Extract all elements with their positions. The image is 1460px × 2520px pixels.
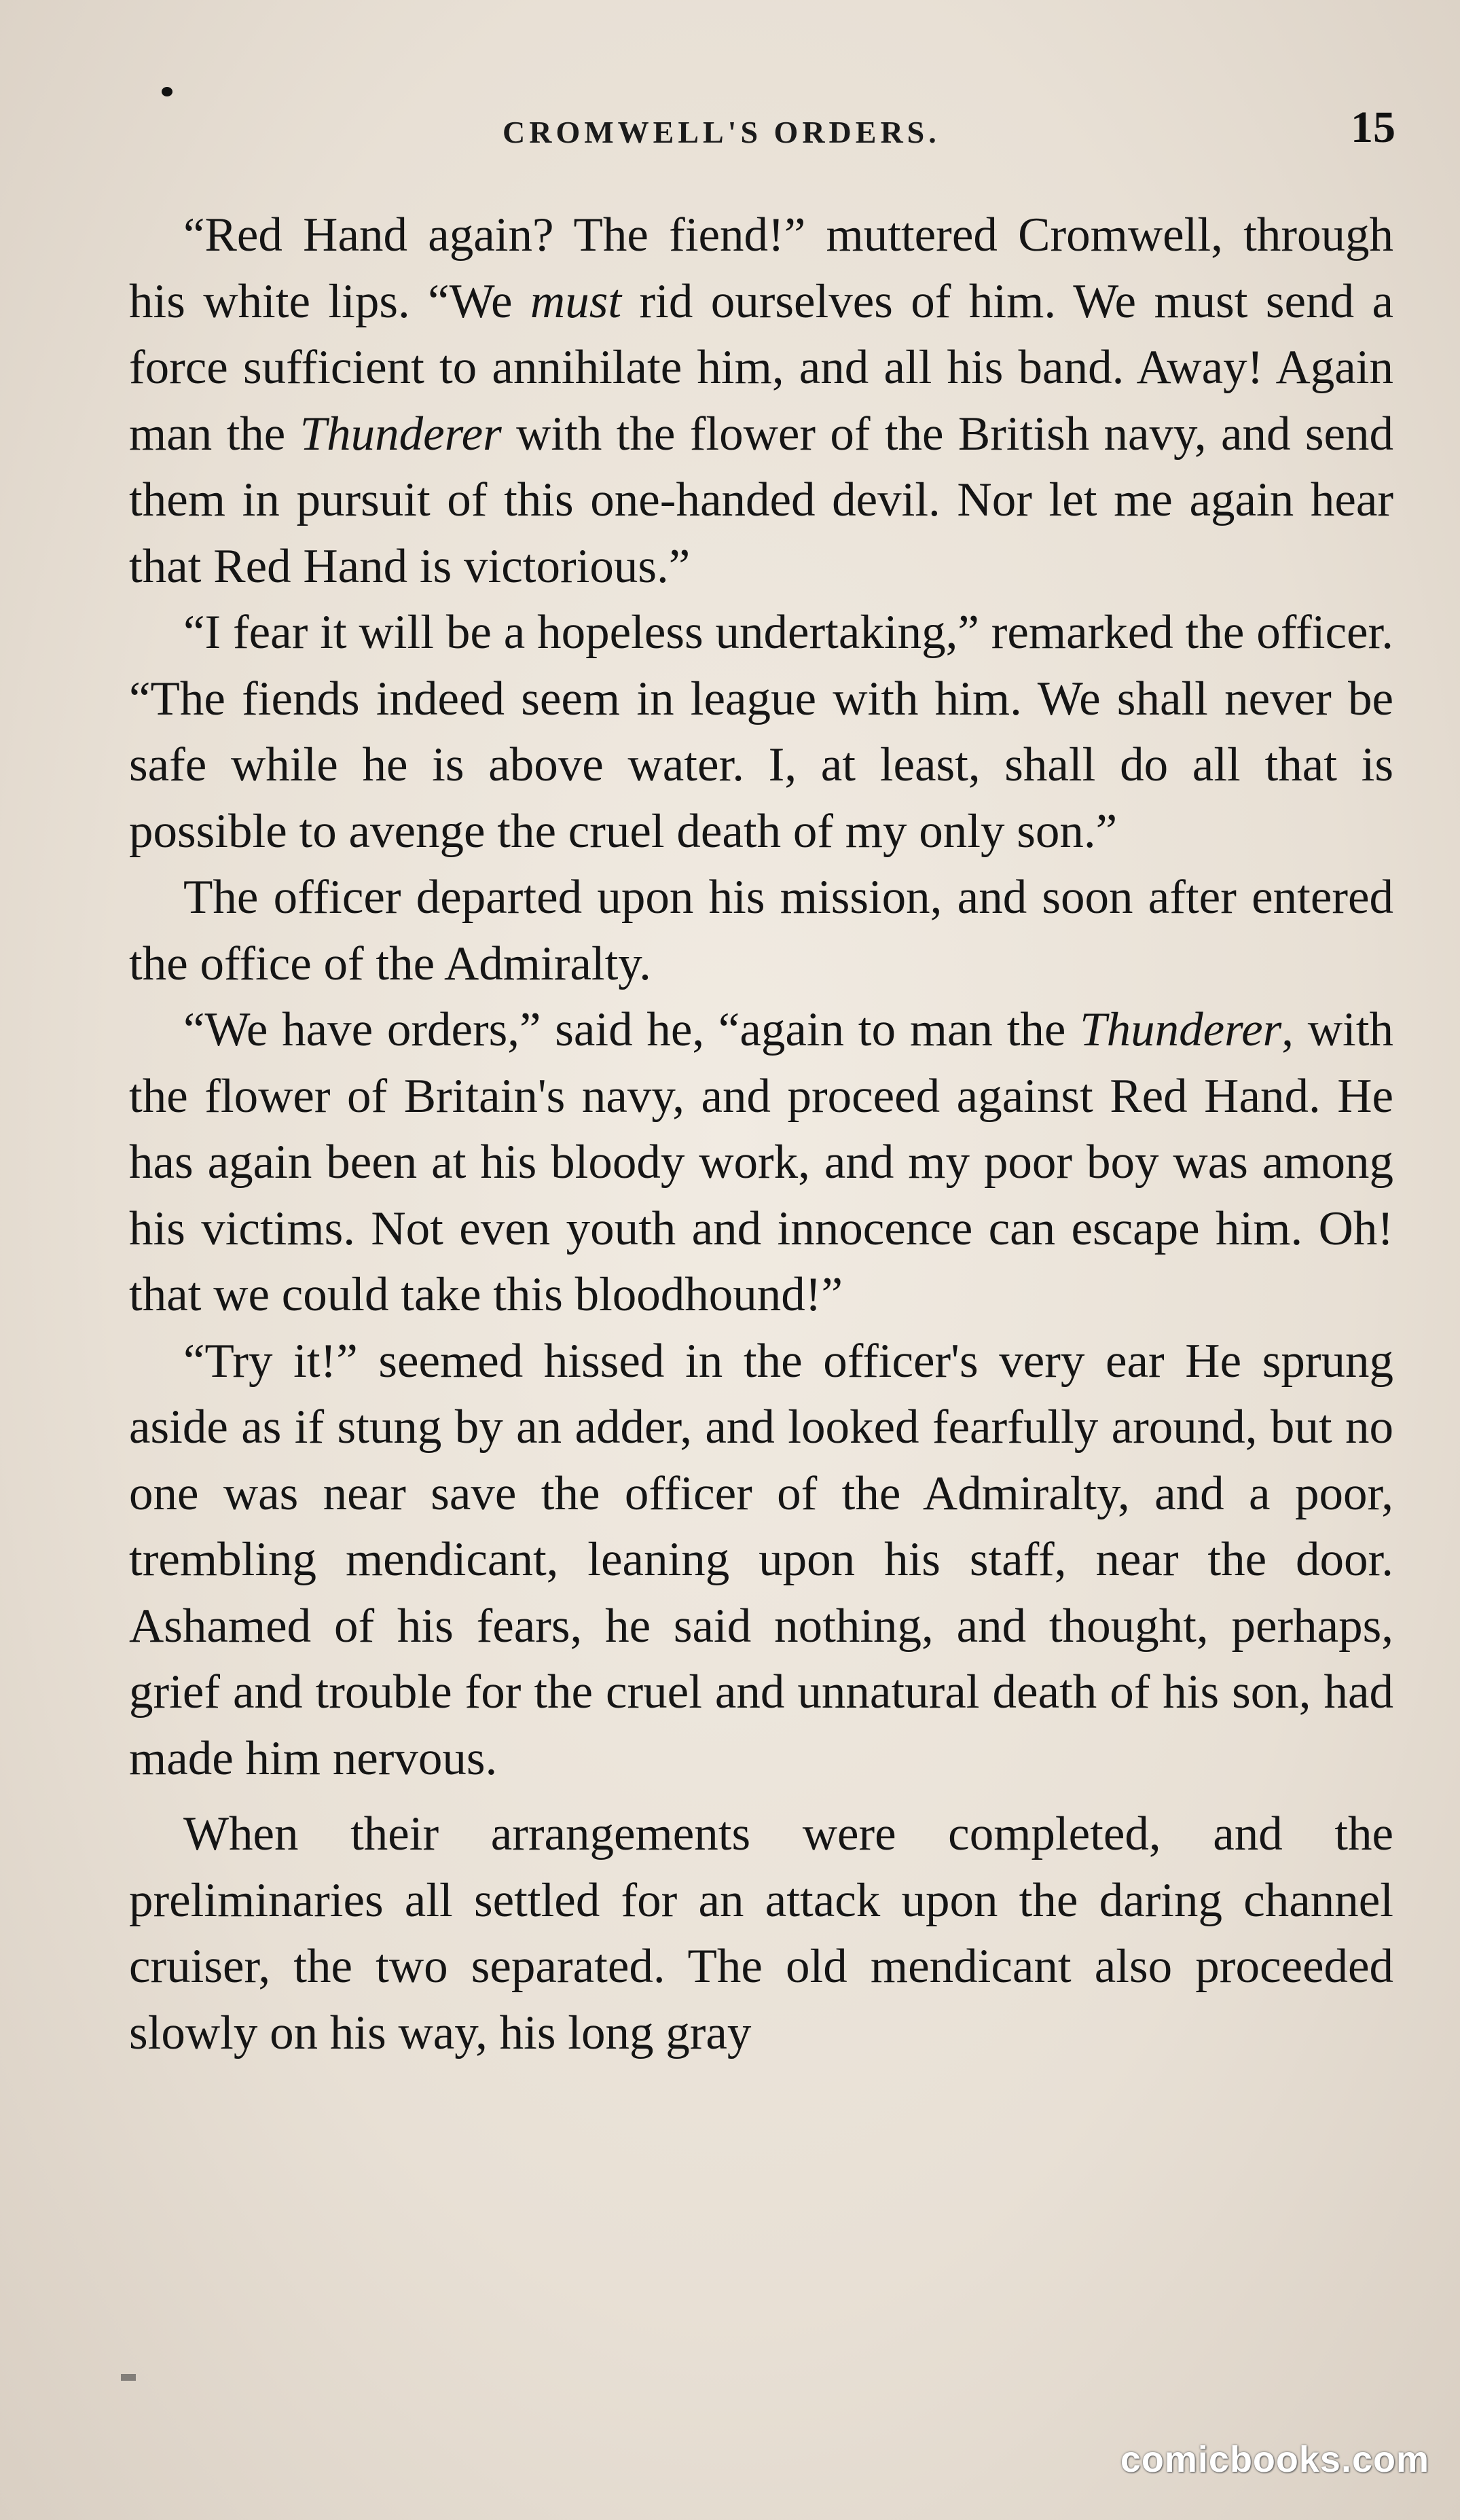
watermark-logo: comicbooks.com — [1120, 2439, 1429, 2480]
body-text — [129, 202, 1393, 2066]
paragraph-1: “Red Hand again? The fiend!” muttered Cromwell, through his white lips. “We must rid ourselves of him. We must send a force sufficient to annihilate him, and all his band. Away! Again man the Thunderer with the flower of the British navy, and send them in pursuit of this one-handed devil. Nor let me again hear that Red Hand is victorious.” — [129, 209, 1393, 593]
page-number: 15 — [1351, 103, 1395, 152]
paragraph-4: “We have orders,” said he, “again to man the Thunderer, with the flower of Britain's navy, and proceed against Red Hand. He has again been at his bloody work, and my poor boy was among his victims. Not even youth and innocence can escape him. Oh! that we could take this bloodhound!” — [129, 1003, 1393, 1321]
ink-speck — [162, 87, 172, 96]
paragraph-3: The officer departed upon his mission, and soon after entered the office of the Admiralty. — [129, 871, 1393, 990]
running-head: CROMWELL'S ORDERS. — [503, 115, 941, 149]
page-header — [126, 102, 1395, 156]
paragraph-5: “Try it!” seemed hissed in the officer's very ear He sprung aside as if stung by an adder, and looked fearfully around, but no one was near save the officer of the Admiralty, and a poor, trembling mendicant, leaning upon his staff, near the door. Ashamed of his fears, he said nothing, and thought, perhaps, grief and trouble for the cruel and unnatural death of his son, had made him nervous. — [129, 1334, 1393, 1785]
paragraph-6: When their arrangements were completed, and the preliminaries all settled for an attack upon the daring channel cruiser, the two separated. The old mendicant also proceeded slowly on his way, his long gray — [129, 1807, 1393, 2059]
ink-mark — [121, 2374, 136, 2381]
paragraph-2: “I fear it will be a hopeless undertaking,” remarked the officer. “The fiends indeed seem in league with him. We shall never be safe while he is above water. I, at least, shall do all that is possible to avenge the cruel death of my only son.” — [129, 606, 1393, 858]
